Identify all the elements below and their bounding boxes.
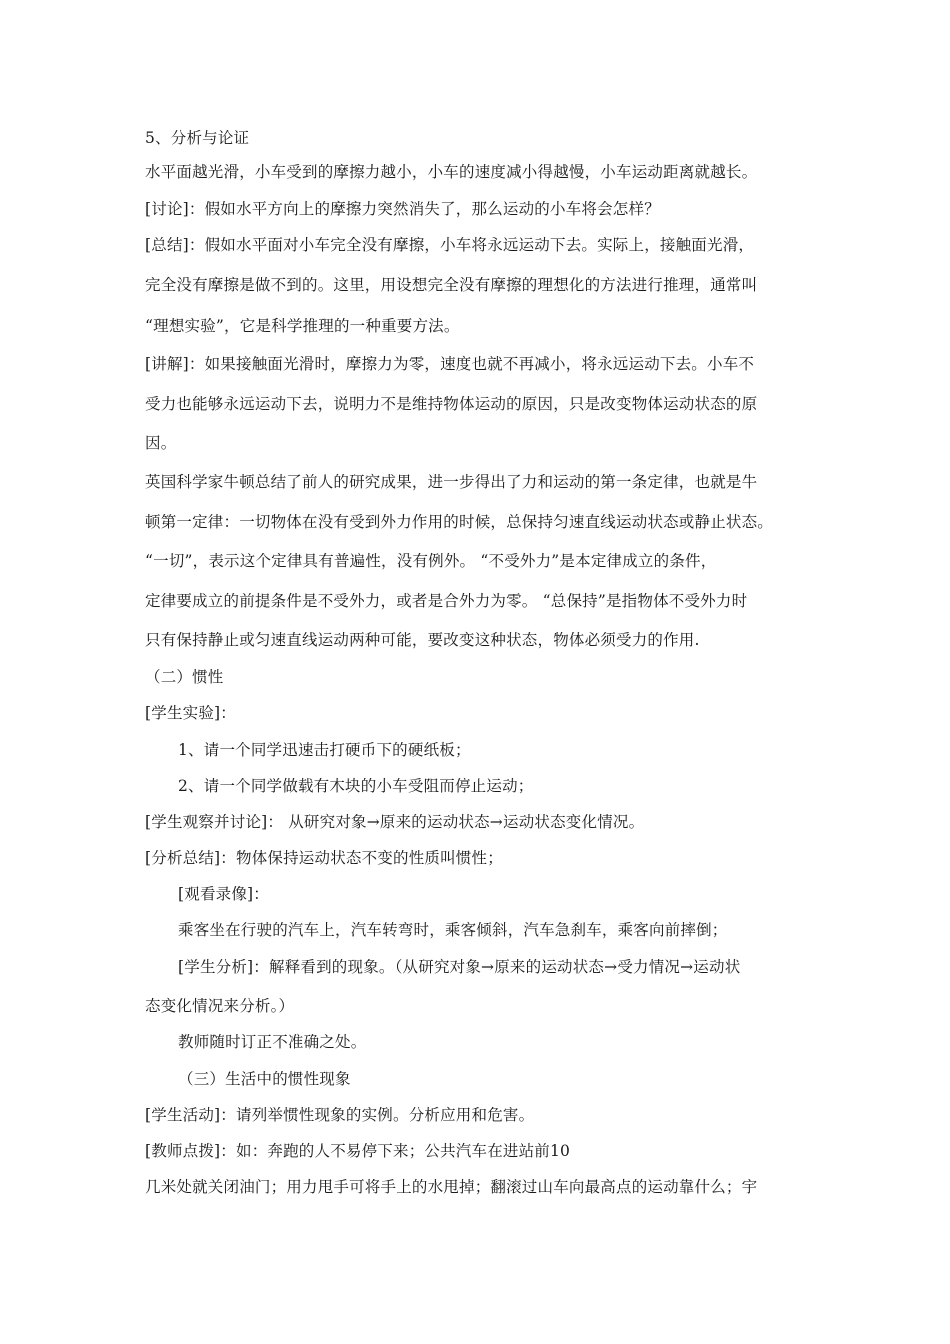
list-item: 2、请一个同学做载有木块的小车受阻而停止运动； bbox=[178, 777, 534, 795]
section-heading-inertia: （二）惯性 bbox=[145, 668, 224, 686]
paragraph-line: 顿第一定律：一切物体在没有受到外力作用的时候，总保持匀速直线运动状态或静止状态。 bbox=[145, 513, 774, 531]
paragraph-line: “理想实验”，它是科学推理的一种重要方法。 bbox=[145, 317, 460, 335]
paragraph-line: 完全没有摩擦是做不到的。这里，用设想完全没有摩擦的理想化的方法进行推理，通常叫 bbox=[145, 276, 758, 294]
teacher-hint-line: [教师点拨]：如：奔跑的人不易停下来；公共汽车在进站前10 bbox=[145, 1142, 571, 1160]
observation-line: [学生观察并讨论]： 从研究对象→原来的运动状态→运动状态变化情况。 bbox=[145, 813, 645, 831]
paragraph-line: 只有保持静止或匀速直线运动两种可能，要改变这种状态，物体必须受力的作用. bbox=[145, 631, 700, 649]
paragraph-line: 教师随时订正不准确之处。 bbox=[178, 1033, 367, 1051]
list-item: 1、请一个同学迅速击打硬币下的硬纸板； bbox=[178, 741, 471, 759]
newton-paragraph-line: 英国科学家牛顿总结了前人的研究成果，进一步得出了力和运动的第一条定律，也就是牛 bbox=[145, 473, 758, 491]
paragraph-line: 乘客坐在行驶的汽车上，汽车转弯时，乘客倾斜，汽车急刹车，乘客向前摔倒； bbox=[178, 921, 728, 939]
section-heading-analysis: 5、分析与论证 bbox=[145, 129, 250, 147]
summary-line: [总结]：假如水平面对小车完全没有摩擦，小车将永远运动下去。实际上，接触面光滑， bbox=[145, 236, 755, 254]
paragraph-line: 态变化情况来分析。） bbox=[145, 997, 295, 1015]
section-heading-life-inertia: （三）生活中的惯性现象 bbox=[178, 1070, 351, 1088]
paragraph-line: 定律要成立的前提条件是不受外力，或者是合外力为零。 “总保持”是指物体不受外力时 bbox=[145, 592, 748, 610]
explanation-line: [讲解]：如果接触面光滑时，摩擦力为零，速度也就不再减小，将永远运动下去。小车不 bbox=[145, 355, 755, 373]
paragraph-line: 因。 bbox=[145, 434, 177, 452]
paragraph-line: 几米处就关闭油门；用力甩手可将手上的水甩掉；翻滚过山车向最高点的运动靠什么；宇 bbox=[145, 1178, 758, 1196]
watch-video-label: [观看录像]： bbox=[178, 885, 269, 903]
analysis-summary-line: [分析总结]：物体保持运动状态不变的性质叫惯性； bbox=[145, 849, 503, 867]
paragraph-line: 水平面越光滑，小车受到的摩擦力越小，小车的速度减小得越慢，小车运动距离就越长。 bbox=[145, 163, 758, 181]
student-analysis-line: [学生分析]：解释看到的现象。（从研究对象→原来的运动状态→受力情况→运动状 bbox=[178, 958, 741, 976]
student-experiment-label: [学生实验]： bbox=[145, 704, 236, 722]
paragraph-line: “一切”，表示这个定律具有普遍性，没有例外。 “不受外力”是本定律成立的条件， bbox=[145, 552, 717, 570]
student-activity-line: [学生活动]：请列举惯性现象的实例。分析应用和危害。 bbox=[145, 1106, 535, 1124]
discussion-line: [讨论]：假如水平方向上的摩擦力突然消失了，那么运动的小车将会怎样？ bbox=[145, 200, 660, 218]
paragraph-line: 受力也能够永远运动下去，说明力不是维持物体运动的原因，只是改变物体运动状态的原 bbox=[145, 395, 758, 413]
